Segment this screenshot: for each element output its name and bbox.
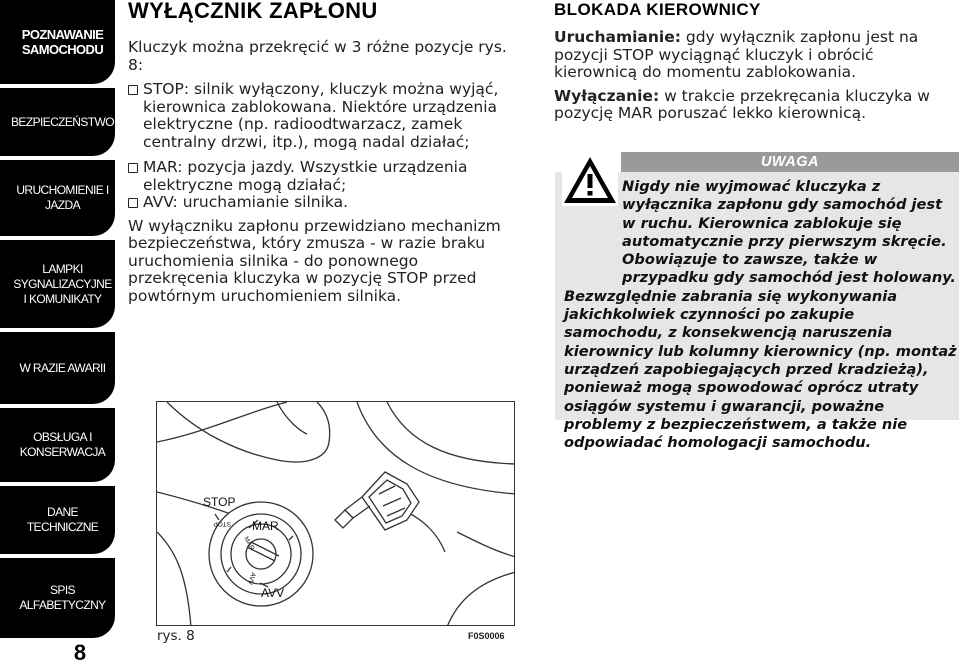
list-item-text: AVV: uruchamianie silnika. <box>143 193 349 211</box>
list-item <box>128 81 523 151</box>
steering-lock-section <box>554 0 954 123</box>
tab-lampki-sygnalizacyjne[interactable]: LAMPKI SYGNALIZACYJNE I KOMUNIKATY <box>0 240 115 328</box>
activation-lead: Uruchamianie: <box>554 28 681 46</box>
activation-paragraph <box>554 29 954 82</box>
tab-uruchomienie-i-jazda[interactable]: URUCHOMIENIE I JAZDA <box>0 160 115 236</box>
warning-title: UWAGA <box>621 152 959 172</box>
tab-w-razie-awarii[interactable]: W RAZIE AWARII <box>0 332 115 404</box>
list-item <box>128 194 523 212</box>
list-item-text: MAR: pozycja jazdy. Wszystkie urządzenia elektryczne mogą działać; <box>143 158 468 194</box>
ring-stop-label: STOP <box>213 520 231 527</box>
deactivation-lead: Wyłączanie: <box>554 86 660 105</box>
warning-paragraph-1: Nigdy nie wyjmować kluczyka z wyłącznika zapłonu gdy samochód jest w ruchu. Kierownica zablokuje się automatycznie przy pierwszym skręcie. Obowiązuje to zawsze, także w przypadku gdy samochód jest holowany. <box>622 178 956 287</box>
chapter-sidebar <box>0 0 115 668</box>
tab-spis-alfabetyczny[interactable]: SPIS ALFABETYCZNY <box>0 558 115 638</box>
stop-label: STOP <box>203 495 236 509</box>
safety-mechanism-paragraph: W wyłączniku zapłonu przewidziano mechanizm bezpieczeństwa, który zmusza - w razie braku uruchomienia silnika - do ponownego przekręcenia kluczyka w pozycję STOP przed powtórnym uruchomieniem silnika. <box>128 216 501 305</box>
page-title: WYŁĄCZNIK ZAPŁONU <box>128 0 378 23</box>
tab-dane-techniczne[interactable]: DANE TECHNICZNE <box>0 486 115 554</box>
warning-paragraph-2: Bezwzględnie zabrania się wykonywania jakichkolwiek czynności po zakupie samochodu, z konsekwencją naruszenia kierownicy lub kolumny kierownicy (np. montaż urządzeń zapobiegających przed kradzieżą), ponieważ mogą spowodować oprócz utraty osiągów systemu i gwarancji, poważne problemy z bezpieczeństwem, a także nie odpowiadać homologacji samochodu. <box>564 287 957 452</box>
intro-text: Kluczyk można przekręcić w 3 różne pozycje rys. 8: <box>128 38 507 74</box>
ring-avv-label: AVV <box>245 571 257 586</box>
position-list <box>128 81 523 212</box>
page-number: 8 <box>73 640 87 665</box>
avv-label: AVV <box>261 586 285 600</box>
warning-text <box>559 178 957 452</box>
checkbox-bullet-icon <box>128 85 138 95</box>
tab-obsluga-i-konserwacja[interactable]: OBSŁUGA I KONSERWACJA <box>0 408 115 482</box>
figure-code: F0S0006 <box>468 631 505 641</box>
tab-bezpieczenstwo[interactable]: BEZPIECZEŃSTWO <box>0 88 115 156</box>
list-item-text: STOP: silnik wyłączony, kluczyk można wyjąć, kierownica zablokowana. Niektóre urządzenia elektryczne (np. radioodtwarzacz, zamek centralny drzwi, itp.), mogą nadal działać; <box>143 80 499 151</box>
section-heading: BLOKADA KIEROWNICY <box>554 0 761 19</box>
ignition-switch-section <box>128 0 523 305</box>
checkbox-bullet-icon <box>128 163 138 173</box>
activation-text: gdy wyłącznik zapłonu jest na pozycji STOP wyciągnąć kluczyk i obrócić kierownicą do momentu zablokowania. <box>554 28 919 81</box>
ring-mar-label: MAR <box>242 535 256 552</box>
deactivation-paragraph <box>554 88 954 123</box>
deactivation-text: w trakcie przekręcania kluczyka w pozycję MAR poruszać lekko kierownicą. <box>554 86 930 122</box>
checkbox-bullet-icon <box>128 198 138 208</box>
tab-poznawanie-samochodu[interactable]: POZNAWANIE SAMOCHODU <box>0 0 115 84</box>
ignition-switch-illustration <box>157 402 515 626</box>
figure-caption: rys. 8 <box>157 628 195 644</box>
list-item <box>128 159 523 194</box>
mar-label: MAR <box>252 519 279 533</box>
ignition-switch-figure <box>156 401 515 626</box>
